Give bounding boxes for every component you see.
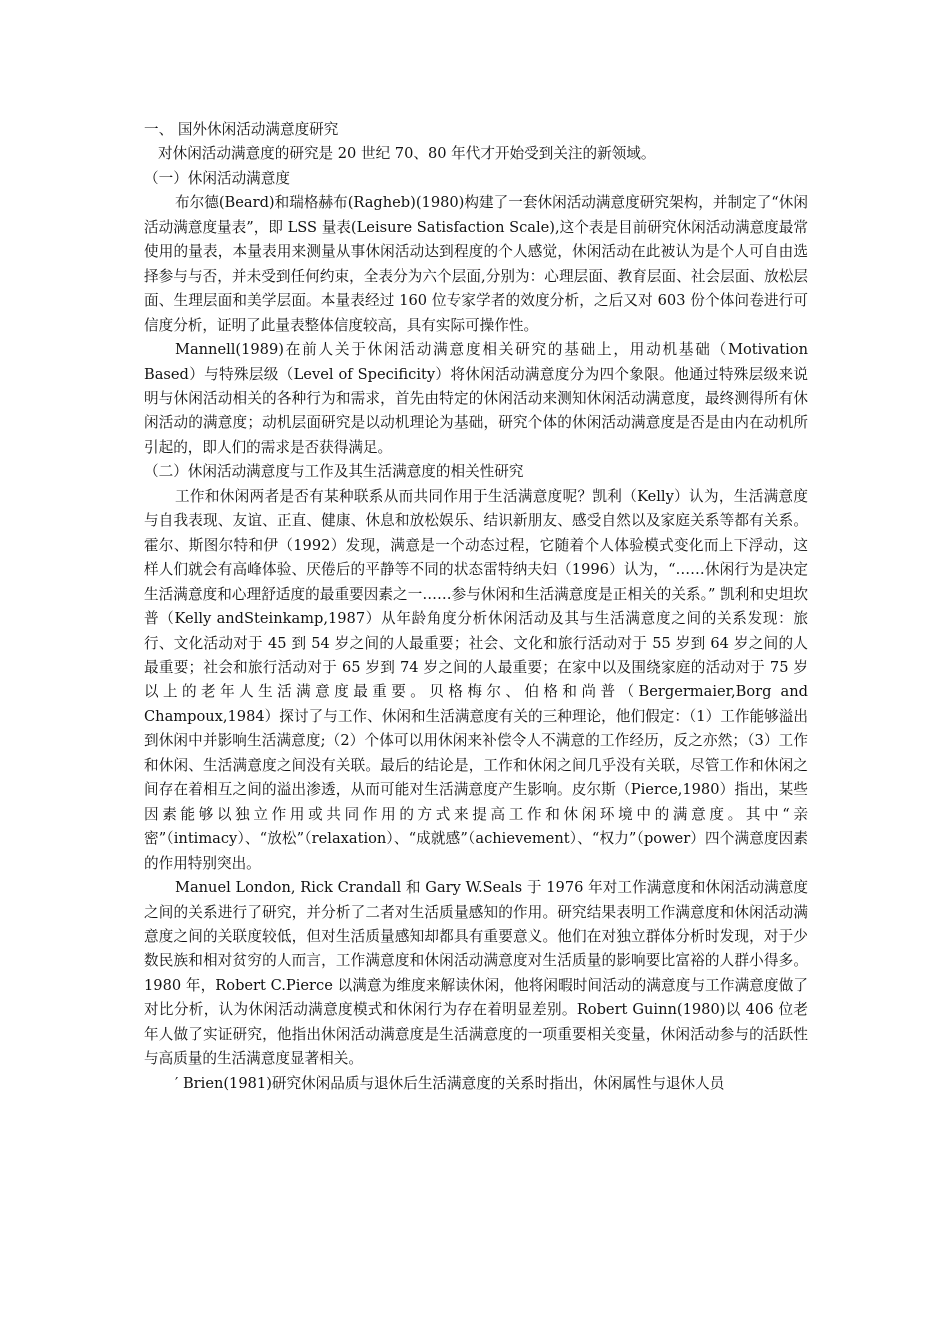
subsection-title-2: （二）休闲活动满意度与工作及其生活满意度的相关性研究 (144, 463, 524, 481)
subsection-title-1: （一）休闲活动满意度 (144, 169, 290, 187)
paragraph-beard-ragheb: 布尔德(Beard)和瑞格赫布(Ragheb)(1980)构建了一套休闲活动满意度研究架构，并制定了“休闲活动满意度量表”，即 LSS 量表(Leisure Satisfaction Scale),这个表是目前研究休闲活动满意度最常使用的量表，本量表用来测量从事休闲活动达到程度的个人感觉，休闲活动在此被认为是个人可自由选择参与与否，并未受到任何约束，全表分为六个层面,分别为：心理层面、教育层面、社会层面、放松层面、生理层面和美学层面。本量表经过 160 位专家学者的效度分析，之后又对 603 份个体问卷进行可信度分析，证明了此量表整体信度较高，具有实际可操作性。 (144, 194, 808, 334)
paragraph-london-crandall-seals: Manuel London, Rick Crandall 和 Gary W.Seals 于 1976 年对工作满意度和休闲活动满意度之间的关系进行了研究，并分析了二者对生活质量感知的作用。研究结果表明工作满意度和休闲活动满意度之间的关联度较低，但对生活质量感知却都具有重要意义。他们在对独立群体分析时发现，对于少数民族和相对贫穷的人而言，工作满意度和休闲活动满意度对生活质量的影响要比富裕的人群小得多。1980 年，Robert C.Pierce 以满意为维度来解读休闲，他将闲暇时间活动的满意度与工作满意度做了对比分析，认为休闲活动满意度模式和休闲行为存在着明显差别。Robert Guinn(1980)以 406 位老年人做了实证研究，他指出休闲活动满意度是生活满意度的一项重要相关变量，休闲活动参与的活跃性与高质量的生活满意度显著相关。 (144, 879, 808, 1068)
paragraph-kelly: 工作和休闲两者是否有某种联系从而共同作用于生活满意度呢？凯利（Kelly）认为，生活满意度与自我表现、友谊、正直、健康、休息和放松娱乐、结识新朋友、感受自然以及家庭关系等都有关系。霍尔、斯图尔特和伊（1992）发现，满意是一个动态过程，它随着个人体验模式变化而上下浮动，这样人们就会有高峰体验、厌倦后的平静等不同的状态雷特纳夫妇（1996）认为，“……休闲行为是决定生活满意度和心理舒适度的最重要因素之一……参与休闲和生活满意度是正相关的关系。” 凯利和史坦坎普（Kelly andSteinkamp,1987）从年龄角度分析休闲活动及其与生活满意度之间的关系发现：旅行、文化活动对于 45 到 54 岁之间的人最重要；社会、文化和旅行活动对于 55 岁到 64 岁之间的人最重要；社会和旅行活动对于 65 岁到 74 岁之间的人最重要；在家中以及围绕家庭的活动对于 75 岁以上的老年人生活满意度最重要。贝格梅尔、伯格和尚普（Bergermaier,Borg and Champoux,1984）探讨了与工作、休闲和生活满意度有关的三种理论，他们假定：（1）工作能够溢出到休闲中并影响生活满意度;（2）个体可以用休闲来补偿令人不满意的工作经历，反之亦然；（3）工作和休闲、生活满意度之间没有关联。最后的结论是，工作和休闲之间几乎没有关联，尽管工作和休闲之间存在着相互之间的溢出渗透，从而可能对生活满意度产生影响。皮尔斯（Pierce,1980）指出，某些因素能够以独立作用或共同作用的方式来提高工作和休闲环境中的满意度。其中“亲密”（intimacy）、“放松”（relaxation）、“成就感”（achievement）、“权力”（power）四个满意度因素的作用特别突出。 (144, 487, 808, 872)
document-body (144, 118, 808, 1096)
section-title: 一、 国外休闲活动满意度研究 (144, 121, 339, 138)
intro-paragraph: 对休闲活动满意度的研究是 20 世纪 70、80 年代才开始受到关注的新领域。 (158, 145, 656, 163)
paragraph-brien: ′ Brien(1981)研究休闲品质与退休后生活满意度的关系时指出，休闲属性与退休人员 (175, 1074, 725, 1092)
paragraph-mannell: Mannell(1989)在前人关于休闲活动满意度相关研究的基础上，用动机基础（Motivation Based）与特殊层级（Level of Specificity）将休闲活动满意度分为四个象限。他通过特殊层级来说明与休闲活动相关的各种行为和需求，首先由特定的休闲活动来测知休闲活动满意度，最终测得所有休闲活动的满意度；动机层面研究是以动机理论为基础，研究个体的休闲活动满意度是否是由内在动机所引起的，即人们的需求是否获得满足。 (144, 341, 808, 456)
